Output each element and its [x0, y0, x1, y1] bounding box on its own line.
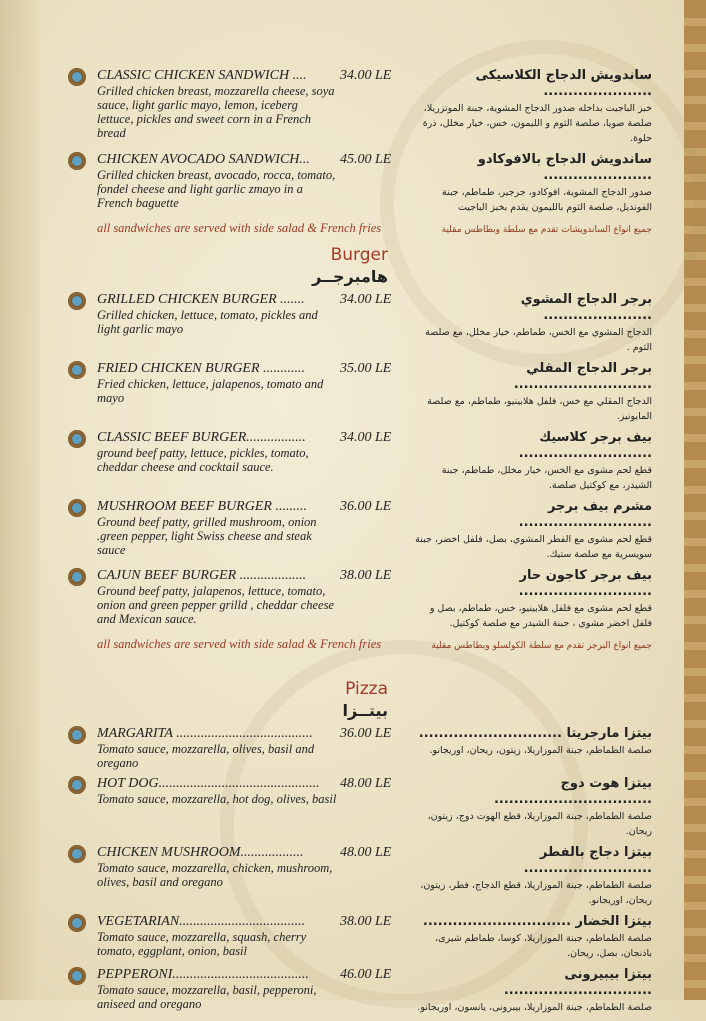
- menu-item: [68, 361, 652, 424]
- item-arabic-block: [413, 776, 652, 839]
- item-english-block: [68, 430, 413, 474]
- sandwiches-note: [68, 221, 652, 236]
- item-name-ar: بيتزا بيبيرونى ..............................: [503, 967, 652, 998]
- section-title-burger-en: Burger: [330, 245, 388, 265]
- menu-item: [68, 499, 652, 562]
- item-english-block: [68, 776, 413, 806]
- item-name-ar: بيتزا دجاج بالفطر ..........................: [523, 845, 652, 876]
- item-arabic-block: [413, 361, 652, 424]
- item-name-ar: ساندويش الدجاج الكلاسيكى ......................: [475, 68, 652, 99]
- menu-item: [68, 845, 652, 908]
- section-heading-pizza: [68, 678, 388, 722]
- menu-item: [68, 430, 652, 493]
- item-english-block: [68, 914, 413, 958]
- item-name-en: CLASSIC CHICKEN SANDWICH ....: [97, 68, 307, 83]
- sandwiches-note-en: all sandwiches are served with side salad & French fries: [97, 221, 382, 235]
- item-description-ar: قطع لحم مشوى مع فلفل هلابينيو، خس، طماطم، بصل و فلفل اخضر مشوي ، جبنة الشيدر مع صلصة كوكتيل.: [429, 603, 652, 629]
- item-description-ar: خبز الباجيت بداخله صدور الدجاج المشوية، جبنة الموتزريلا، صلصة صويا، صلصة الثوم و الليمون، خس، خيار مخلل، ذرة حلوة.: [422, 103, 652, 144]
- item-english-block: [68, 499, 413, 557]
- item-description-ar: قطع لحم مشوى مع الفطر المشوي، بصل، فلفل اخضر، جبنة سويسرية مع صلصة ستيك.: [415, 534, 652, 560]
- item-description-ar: قطع لحم مشوى مع الخس، خيار مخلل، طماطم، جبنة الشيدر، مع كوكتيل صلصة.: [441, 465, 652, 491]
- menu-item: [68, 68, 652, 146]
- burger-note-ar: جميع انواع البرجر تقدم مع سلطة الكولسلو وبطاطس مقلية: [431, 641, 652, 651]
- item-english-block: [68, 726, 413, 770]
- item-english-block: [68, 292, 413, 336]
- item-name-en: CAJUN BEEF BURGER ...................: [97, 568, 307, 583]
- item-name-ar: بيتزا الخضار ..............................: [422, 914, 652, 929]
- item-description-ar: صدور الدجاج المشوية، افوكادو، جرجير، طماطم، جبنة الفونديل، صلصة الثوم بالليمون يقدم بخبز الباجيت: [441, 187, 652, 213]
- item-name-en: PEPPERONI.......................................: [97, 967, 309, 982]
- item-price: 35.00 LE: [340, 361, 392, 376]
- item-description-en: Fried chicken, lettuce, jalapenos, tomato and mayo: [97, 377, 324, 405]
- item-name-ar: برجر الدجاج المقلي ............................: [513, 361, 652, 392]
- menu-item: [68, 776, 652, 839]
- item-arabic-block: [413, 726, 652, 758]
- item-name-ar: بيف برجر كاجون حار ...........................: [518, 568, 652, 599]
- section-title-burger-ar: هامبرجــر: [312, 267, 388, 286]
- item-english-block: [68, 152, 413, 210]
- item-price: 34.00 LE: [340, 68, 392, 83]
- item-price: 48.00 LE: [340, 776, 392, 791]
- item-description-en: Tomato sauce, mozzarella, squash, cherry tomato, eggplant, onion, basil: [97, 930, 307, 958]
- item-description-en: Tomato sauce, mozzarella, basil, pepperoni, aniseed and oregano: [97, 983, 317, 1011]
- item-name-en: FRIED CHICKEN BURGER ............: [97, 361, 306, 376]
- item-name-en: CLASSIC BEEF BURGER.................: [97, 430, 306, 445]
- item-description-en: Ground beef patty, grilled mushroom, onion .green pepper, light Swiss cheese and steak sauce: [97, 515, 317, 557]
- item-description-ar: صلصة الطماطم، جبنة الموزاريلا، كوسا، طماطم شيرى، باذنجان، بصل، ريحان.: [435, 933, 652, 959]
- item-price: 48.00 LE: [340, 845, 392, 860]
- item-name-ar: بيتزا هوت دوج ................................: [493, 776, 652, 807]
- item-description-en: Tomato sauce, mozzarella, hot dog, olives, basil: [97, 792, 337, 806]
- menu-item: [68, 152, 652, 215]
- item-price: 46.00 LE: [340, 967, 392, 982]
- item-arabic-block: [413, 914, 652, 961]
- item-name-en: VEGETARIAN....................................: [97, 914, 306, 929]
- item-name-ar: برجر الدجاج المشوي ......................: [520, 292, 652, 323]
- item-description-ar: صلصة الطماطم، جبنة الموزاريلا، بيبرونى، يانسون، اوريجانو.: [417, 1002, 652, 1013]
- item-english-block: [68, 967, 413, 1011]
- item-name-en: HOT DOG..............................................: [97, 776, 320, 791]
- sandwiches-note-ar: جميع انواع الساندويشات تقدم مع سلطة وبطاطس مقلية: [441, 225, 652, 235]
- item-name-ar: ساندويش الدجاج بالافوكادو ......................: [477, 152, 652, 183]
- item-arabic-block: [413, 292, 652, 355]
- item-price: 38.00 LE: [340, 914, 392, 929]
- item-price: 38.00 LE: [340, 568, 392, 583]
- item-description-en: ground beef patty, lettuce, pickles, tomato, cheddar cheese and cocktail sauce.: [97, 446, 309, 474]
- menu-item: [68, 967, 652, 1015]
- item-arabic-block: [413, 967, 652, 1015]
- item-name-ar: بيتزا مارجريتا .............................: [418, 726, 652, 741]
- menu-page: [68, 68, 652, 1021]
- item-name-ar: بيف برجر كلاسيك ...........................: [518, 430, 652, 461]
- item-arabic-block: [413, 845, 652, 908]
- item-name-ar: مشرم بيف برجر ...........................: [518, 499, 652, 530]
- section-heading-burger: [68, 244, 388, 288]
- item-price: 34.00 LE: [340, 430, 392, 445]
- item-description-en: Grilled chicken, lettuce, tomato, pickles and light garlic mayo: [97, 308, 318, 336]
- item-english-block: [68, 845, 413, 889]
- decorative-left-border: [0, 0, 40, 1000]
- item-arabic-block: [413, 430, 652, 493]
- item-description-ar: الدجاج المقلي مع خس، فلفل هلابينيو، طماطم، مع صلصة المايونيز.: [427, 396, 652, 422]
- item-name-en: MARGARITA .......................................: [97, 726, 313, 741]
- item-price: 36.00 LE: [340, 499, 392, 514]
- item-english-block: [68, 68, 413, 140]
- item-arabic-block: [413, 68, 652, 146]
- burger-note-en: all sandwiches are served with side salad & French fries: [97, 637, 382, 651]
- item-name-en: GRILLED CHICKEN BURGER .......: [97, 292, 305, 307]
- item-arabic-block: [413, 568, 652, 631]
- item-description-ar: صلصة الطماطم، جبنة الموزاريلا، قطع الدجاج، فطر، زيتون، ريحان، اوريجانو.: [420, 880, 652, 906]
- menu-item: [68, 726, 652, 770]
- item-description-ar: الدجاج المشوي مع الخس، طماطم، خيار مخلل، مع صلصة الثوم .: [425, 327, 652, 353]
- item-english-block: [68, 361, 413, 405]
- item-name-en: CHICKEN AVOCADO SANDWICH...: [97, 152, 310, 167]
- menu-item: [68, 292, 652, 355]
- menu-item: [68, 914, 652, 961]
- item-price: 45.00 LE: [340, 152, 392, 167]
- item-description-en: Grilled chicken breast, mozzarella cheese, soya sauce, light garlic mayo, lemon, iceberg lettuce, pickles and sweet corn in a French bread: [97, 84, 335, 140]
- item-description-en: Tomato sauce, mozzarella, olives, basil and oregano: [97, 742, 315, 770]
- item-name-en: CHICKEN MUSHROOM..................: [97, 845, 304, 860]
- section-title-pizza-en: Pizza: [345, 679, 388, 699]
- item-description-en: Grilled chicken breast, avocado, rocca, tomato, fondel cheese and light garlic zmayo in a French baguette: [97, 168, 336, 210]
- item-description-en: Ground beef patty, jalapenos, lettuce, tomato, onion and green pepper grilld , cheddar cheese and Mexican sauce.: [97, 584, 334, 626]
- item-name-en: MUSHROOM BEEF BURGER .........: [97, 499, 307, 514]
- item-description-ar: صلصة الطماطم، جبنة الموزاريلا، زيتون، ريحان، اوريجانو.: [429, 745, 652, 756]
- item-description-ar: صلصة الطماطم، جبنة الموزاريلا، قطع الهوت دوج، زيتون، ريحان.: [427, 811, 652, 837]
- item-arabic-block: [413, 152, 652, 215]
- menu-item: [68, 568, 652, 631]
- section-title-pizza-ar: بيتــزا: [342, 701, 388, 720]
- item-price: 34.00 LE: [340, 292, 392, 307]
- item-english-block: [68, 568, 413, 626]
- item-price: 36.00 LE: [340, 726, 392, 741]
- burger-note: [68, 637, 652, 652]
- item-arabic-block: [413, 499, 652, 562]
- item-description-en: Tomato sauce, mozzarella, chicken, mushroom, olives, basil and oregano: [97, 861, 333, 889]
